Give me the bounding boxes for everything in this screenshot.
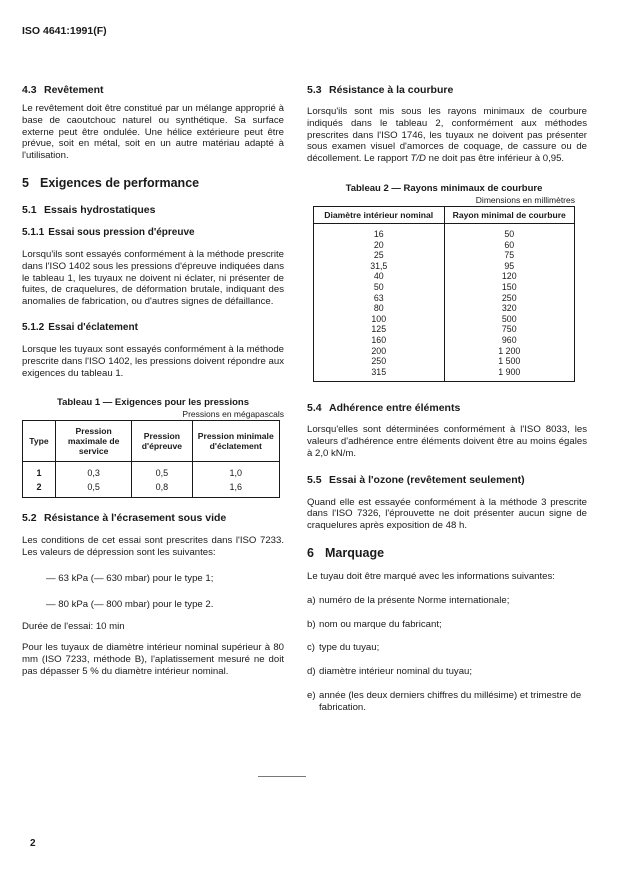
table-cell: 60 — [504, 239, 515, 250]
column-header: Type — [23, 421, 56, 462]
section-title: Essai d'éclatement — [48, 321, 138, 333]
table-cell: 31,5 — [314, 261, 445, 272]
section-number: 5.5 — [307, 473, 322, 486]
test-duration: Durée de l'essai: 10 min — [22, 620, 125, 632]
section-number: 5.2 — [22, 512, 37, 525]
section-6-text: Le tuyau doit être marqué avec les informations suivantes: — [307, 571, 555, 583]
table-row — [314, 335, 575, 346]
left-column — [22, 84, 284, 686]
bend-radius-table — [313, 206, 575, 382]
section-number: 5 — [22, 175, 29, 190]
table-cell: 2 — [23, 480, 56, 498]
section-5-2-text: Les conditions de cet essai sont prescrites dans l'ISO 7233. Les valeurs de dépression sont les suivantes: — [22, 535, 284, 559]
column-header: Pression d'épreuve — [132, 421, 192, 462]
section-number: 5.4 — [307, 402, 322, 415]
table-cell: 315 — [314, 367, 445, 382]
section-title: Exigences de performance — [40, 175, 200, 190]
vacuum-value-type-2: — 80 kPa (— 800 mbar) pour le type 2. — [46, 598, 214, 610]
section-5-1-2-heading — [22, 322, 284, 334]
section-5-3-heading — [307, 84, 587, 97]
table-cell: 960 — [501, 334, 517, 345]
list-item — [307, 595, 587, 607]
td-ratio: T/D — [410, 153, 426, 165]
table-cell: 1 900 — [498, 366, 521, 377]
section-5-heading — [22, 176, 284, 191]
table-cell: 1 500 — [498, 356, 521, 367]
list-text: type du tuyau; — [319, 642, 380, 654]
table-cell: 200 — [314, 346, 445, 357]
section-6-heading — [307, 546, 587, 561]
table-row — [314, 367, 575, 382]
table-cell: 50 — [314, 282, 445, 293]
table-cell: 1,0 — [192, 462, 279, 481]
table-cell: 160 — [314, 335, 445, 346]
table-2-unit: Dimensions en millimètres — [475, 194, 575, 205]
list-item — [307, 642, 587, 654]
list-label: c) — [307, 642, 315, 654]
section-title: Résistance à la courbure — [329, 84, 454, 96]
pressure-requirements-table — [22, 420, 280, 498]
table-row — [314, 314, 575, 325]
list-label: d) — [307, 666, 316, 678]
section-title: Revêtement — [44, 84, 104, 96]
table-cell: 75 — [504, 250, 515, 261]
footer-divider — [258, 776, 306, 777]
list-item — [307, 619, 587, 631]
section-5-3-text — [307, 106, 587, 165]
table-row — [314, 346, 575, 357]
section-number: 5.1 — [22, 203, 37, 216]
table-row — [314, 293, 575, 304]
list-label: a) — [307, 594, 316, 606]
table-cell: 16 — [314, 223, 445, 239]
vacuum-value-type-1: — 63 kPa (— 630 mbar) pour le type 1; — [46, 572, 214, 584]
section-title: Essai à l'ozone (revêtement seulement) — [329, 473, 525, 486]
section-5-3-text-after: ne doit pas être inférieur à 0,95. — [428, 153, 565, 165]
list-text: diamètre intérieur nominal du tuyau; — [319, 666, 473, 678]
section-4-3-text: Le revêtement doit être constitué par un mélange approprié à base de caoutchouc naturel ou synthétique. Sa surface externe peut être ondulée. Une hélice extérieure peut être prévue, soit en métal, soit en un autre matériau adapté à l'utilisation. — [22, 103, 284, 162]
table-row — [314, 356, 575, 367]
section-5-1-heading — [22, 204, 284, 217]
table-row — [23, 462, 280, 481]
table-cell: 0,5 — [56, 480, 132, 498]
section-5-1-1-text: Lorsqu'ils sont essayés conformément à la méthode prescrite dans l'ISO 1402 sous les pressions d'épreuve indiquées dans le tableau 1, les tuyaux ne doivent ni éclater, ni présenter de fuites, de craquelures, de déformation brutale, indiquant des anomalies de fabrication, ou d'autres signes de défaillance. — [22, 248, 284, 308]
column-header: Diamètre intérieur nominal — [314, 206, 445, 223]
table-cell: 1 — [23, 462, 56, 481]
table-body — [314, 223, 575, 381]
right-column — [307, 84, 587, 726]
section-5-5-heading — [307, 474, 587, 487]
table-cell: 0,3 — [56, 462, 132, 481]
table-row — [314, 240, 575, 251]
page-number: 2 — [30, 838, 36, 849]
section-number: 5.1.2 — [22, 321, 45, 333]
column-header: Pression minimale d'éclatement — [192, 421, 279, 462]
table-cell: 80 — [314, 303, 445, 314]
table-row — [314, 324, 575, 335]
table-cell: 0,5 — [132, 462, 192, 481]
section-title: Adhérence entre éléments — [329, 402, 461, 415]
table-cell: 750 — [501, 324, 517, 335]
table-header-row — [23, 421, 280, 462]
section-5-1-2-text: Lorsque les tuyaux sont essayés conformément à la méthode prescrite dans l'ISO 1402, les pressions doivent répondre aux exigences du tableau 1. — [22, 343, 284, 379]
list-text: nom ou marque du fabricant; — [319, 618, 442, 630]
table-row — [314, 271, 575, 282]
document-header: ISO 4641:1991(F) — [22, 25, 107, 37]
section-5-4-heading — [307, 402, 587, 415]
table-cell: 320 — [501, 303, 517, 314]
table-cell: 150 — [501, 281, 517, 292]
section-4-3-heading — [22, 84, 284, 97]
table-row — [314, 250, 575, 261]
table-cell: 500 — [501, 313, 517, 324]
section-title: Marquage — [325, 546, 385, 561]
table-row — [314, 282, 575, 293]
table-cell: 40 — [314, 271, 445, 282]
marking-list — [307, 595, 587, 714]
column-header: Pression maximale de service — [56, 421, 132, 462]
section-5-2-text-2: Pour les tuyaux de diamètre intérieur nominal supérieur à 80 mm (ISO 7233, méthode B), l'aplatissement mesuré ne doit pas dépasser 5 % du diamètre intérieur nominal. — [22, 642, 284, 677]
table-row — [314, 223, 575, 239]
section-number: 4.3 — [22, 84, 37, 96]
table-row — [23, 480, 280, 498]
section-5-5-text: Quand elle est essayée conformément à la méthode 3 prescrite dans l'ISO 7326, l'éprouvette ne doit présenter aucun signe de craquelures après exposition de 48 h. — [307, 496, 587, 532]
column-header: Rayon minimal de courbure — [444, 206, 575, 223]
section-title: Essai sous pression d'épreuve — [48, 226, 195, 238]
section-5-2-heading — [22, 512, 284, 525]
table-cell: 1 200 — [498, 345, 521, 356]
section-number: 5.3 — [307, 84, 322, 96]
list-item — [307, 666, 587, 678]
section-number: 5.1.1 — [22, 226, 45, 238]
table-cell: 25 — [314, 250, 445, 261]
table-1-caption: Tableau 1 — Exigences pour les pressions — [56, 397, 249, 409]
list-label: e) — [307, 690, 316, 702]
table-cell: 250 — [314, 356, 445, 367]
table-row — [314, 303, 575, 314]
table-cell: 250 — [501, 292, 517, 303]
table-1-unit: Pressions en mégapascals — [182, 409, 284, 420]
section-5-4-text: Lorsqu'elles sont déterminées conformément à l'ISO 8033, les valeurs d'adhérence entre éléments doivent être au moins égales à 2,0 kN/m. — [307, 424, 587, 459]
table-header-row — [314, 206, 575, 223]
table-cell: 125 — [314, 324, 445, 335]
section-5-1-1-heading — [22, 227, 284, 239]
table-cell: 63 — [314, 293, 445, 304]
section-title: Résistance à l'écrasement sous vide — [44, 512, 227, 525]
table-cell: 100 — [314, 314, 445, 325]
list-label: b) — [307, 618, 316, 630]
table-cell: 20 — [314, 240, 445, 251]
table-cell: 0,8 — [132, 480, 192, 498]
section-title: Essais hydrostatiques — [44, 203, 156, 216]
section-number: 6 — [307, 546, 314, 561]
table-cell: 1,6 — [192, 480, 279, 498]
table-cell: 95 — [504, 260, 515, 271]
table-cell: 120 — [501, 271, 517, 282]
table-row — [314, 261, 575, 272]
table-cell: 50 — [504, 228, 515, 239]
section-5-3-text-before: Lorsqu'ils sont mis sous les rayons minimaux de courbure indiqués dans le tableau 2, conformément aux méthodes prescrites dans l'ISO 1746, les tuyaux ne doivent pas présenter sous examen visuel d'amorces de coquage, de cassure ou de décollement. Le rapport — [307, 106, 587, 165]
list-text: numéro de la présente Norme internationale; — [319, 594, 510, 606]
list-item — [307, 690, 587, 714]
list-text: année (les deux derniers chiffres du millésime) et trimestre de fabrication. — [319, 690, 582, 713]
table-2-caption: Tableau 2 — Rayons minimaux de courbure — [345, 182, 543, 194]
